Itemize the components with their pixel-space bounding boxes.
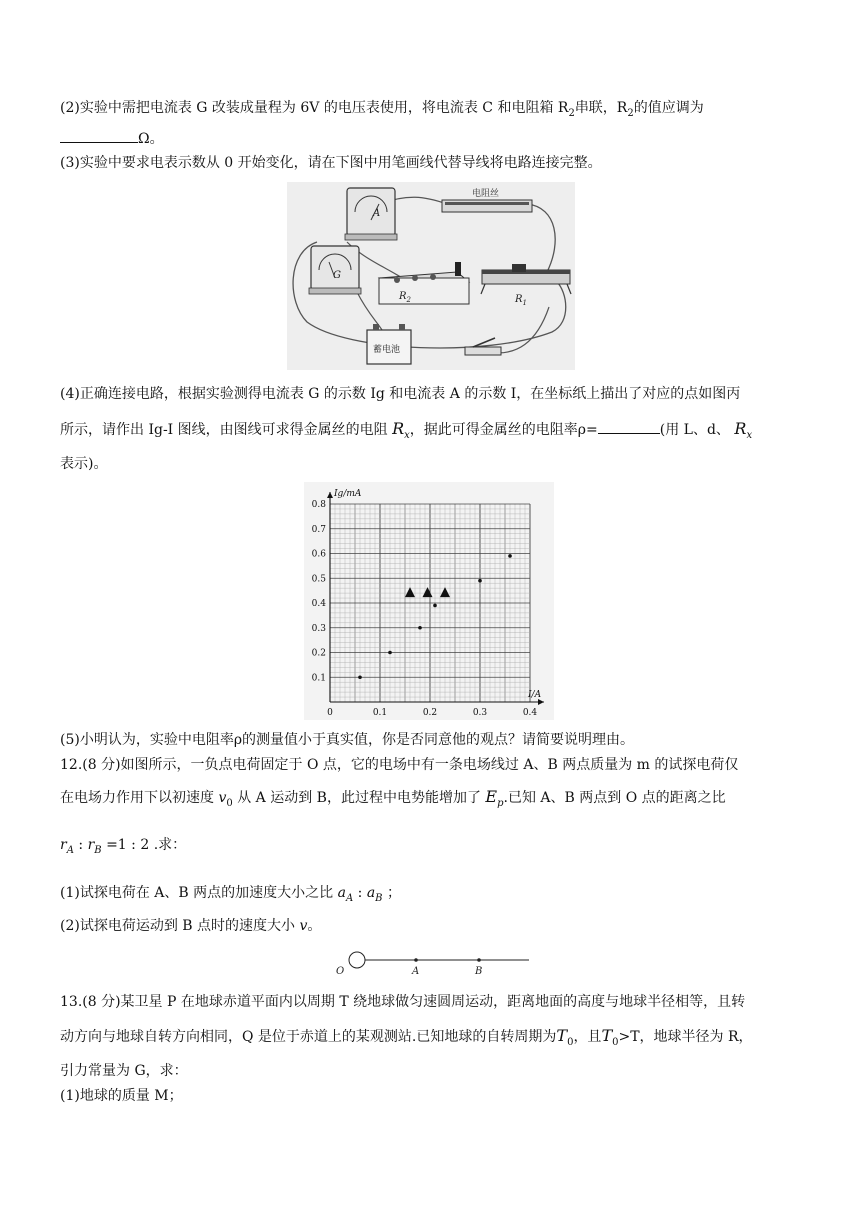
text: (2)实验中需把电流表 G 改装成量程为 6V 的电压表使用，将电流表 C 和电阻箱 R (60, 100, 569, 116)
data-point (508, 554, 512, 558)
symbol: r (60, 837, 67, 853)
y-tick-label: 0.3 (311, 623, 326, 634)
text: 12.(8 分)如图所示，一负点电荷固定于 O 点，它的电场中有一条电场线过 A、B 两点质量为 m 的试探电荷仅 (60, 757, 739, 773)
q13-line3 (60, 1062, 805, 1080)
q13-line1 (60, 993, 805, 1011)
circuit-svg (287, 182, 575, 370)
symbol: E (485, 788, 498, 806)
label-b: B (475, 966, 483, 977)
y-tick-label: 0.5 (311, 574, 326, 585)
symbol: R (392, 419, 405, 438)
text: 引力常量为 G，求： (60, 1063, 188, 1079)
label-a: A (412, 966, 420, 977)
triangle-marker (440, 587, 450, 597)
x-tick-label: 0.4 (522, 708, 538, 718)
text: .已知 A、B 两点到 O 点的距离之比 (503, 790, 726, 806)
text: 动方向与地球自转方向相同，Q 是位于赤道上的某观测站.已知地球的自转周期为 (60, 1029, 557, 1045)
x-axis-label: I/A (528, 690, 542, 700)
sub: A (345, 892, 354, 904)
symbol: r (87, 837, 95, 853)
x-tick-label: 0 (327, 708, 333, 718)
q11-part2-line1 (60, 99, 805, 123)
label-r2: $R_2$ (399, 291, 411, 304)
symbol: T (601, 1027, 613, 1045)
symbol: a (366, 885, 376, 901)
text: ； (386, 885, 401, 901)
text: : (73, 837, 88, 853)
q11-part4-line2 (60, 419, 805, 445)
data-point (418, 626, 422, 630)
label-r1: $R_1$ (515, 294, 527, 307)
charge-circle (349, 952, 365, 968)
sub: B (375, 892, 383, 904)
symbol: R (734, 419, 747, 438)
q12-sub2 (60, 917, 805, 935)
sub: x (404, 429, 410, 441)
ig-i-chart (304, 482, 554, 720)
text: .求： (153, 837, 187, 853)
label-ammeter: A (373, 208, 381, 219)
q11-part2-line2 (60, 128, 805, 148)
text: 表示)。 (60, 456, 108, 472)
field-line-figure (333, 950, 533, 978)
text: 。 (307, 918, 322, 934)
sub: B (94, 844, 102, 856)
text: 13.(8 分)某卫星 P 在地球赤道平面内以周期 T 绕地球做匀速圆周运动，距离地面的高度与地球半径相等，且转 (60, 994, 746, 1010)
q12-line1 (60, 756, 805, 774)
triangle-marker (405, 587, 415, 597)
answer-blank[interactable] (598, 419, 660, 434)
text: (2)试探电荷运动到 B 点时的速度大小 (60, 918, 296, 934)
y-tick-label: 0.8 (311, 500, 326, 510)
symbol: T (556, 1027, 568, 1045)
text: =1 : 2 (101, 837, 154, 853)
point-a-dot (414, 958, 418, 962)
text: ，且 (573, 1029, 602, 1045)
text: 所示，请作出 Ig-I 图线，由图线可求得金属丝的电阻 (60, 422, 388, 438)
y-tick-label: 0.4 (311, 599, 326, 609)
text: (3)实验中要求电表示数从 0 开始变化，请在下图中用笔画线代替导线将电路连接完整。 (60, 155, 602, 171)
field-line-svg (333, 950, 533, 978)
label-galvanometer: G (333, 270, 341, 281)
text: (1)试探电荷在 A、B 两点的加速度大小之比 (60, 885, 334, 901)
q12-sub1 (60, 884, 805, 908)
data-point (478, 579, 482, 583)
text: (5)小明认为，实验中电阻率ρ的测量值小于真实值，你是否同意他的观点？请简要说明理由。 (60, 732, 635, 748)
x-tick-label: 0.1 (372, 708, 388, 718)
sub: 0 (226, 797, 233, 809)
text: (1)地球的质量 M； (60, 1088, 183, 1104)
y-tick-label: 0.2 (311, 648, 326, 659)
text: 从 A 运动到 B，此过程中电势能增加了 (237, 790, 481, 806)
data-point (388, 651, 392, 655)
q13-line4 (60, 1087, 805, 1105)
q13-line2 (60, 1027, 805, 1052)
point-b-dot (477, 958, 481, 962)
text: (用 L、d、 (659, 422, 730, 438)
sub: p (497, 797, 504, 809)
sub: 2 (568, 107, 575, 119)
data-point (358, 675, 362, 679)
sub: A (66, 844, 74, 856)
text: 串联，R (574, 100, 628, 116)
q11-part4-line3 (60, 455, 805, 473)
y-axis-label: Ig/mA (334, 489, 362, 499)
y-axis-arrow (327, 492, 333, 498)
text: >T，地球半径为 R， (618, 1029, 753, 1045)
y-tick-label: 0.6 (311, 549, 326, 560)
x-tick-label: 0.2 (422, 708, 438, 718)
chart-svg (304, 482, 554, 720)
sub: 2 (627, 107, 634, 119)
sub: x (746, 429, 753, 441)
label-o: O (336, 966, 345, 977)
symbol: v (218, 790, 227, 806)
text: 的值应调为 (633, 100, 704, 116)
text: (4)正确连接电路，根据实验测得电流表 G 的示数 Ig 和电流表 A 的示数 I，在坐标纸上描出了对应的点如图丙 (60, 386, 741, 402)
triangle-marker (423, 587, 433, 597)
sub: 0 (612, 1036, 619, 1048)
circuit-figure (287, 182, 575, 370)
label-resistance-wire: 电阻丝 (472, 189, 500, 199)
symbol: a (337, 885, 346, 901)
y-tick-label: 0.7 (311, 524, 326, 535)
sub: 0 (567, 1036, 574, 1048)
q11-part4-line1 (60, 385, 805, 403)
q11-part3 (60, 154, 805, 172)
text: 在电场力作用下以初速度 (60, 790, 214, 806)
q12-line2 (60, 788, 805, 813)
q11-part5 (60, 731, 805, 749)
unit: Ω。 (138, 131, 164, 147)
text: : (353, 885, 367, 901)
q12-line3 (60, 836, 805, 860)
label-battery: 蓄电池 (373, 345, 401, 355)
x-tick-label: 0.3 (472, 708, 488, 718)
y-tick-label: 0.1 (311, 673, 326, 684)
data-point (433, 604, 437, 608)
text: ，据此可得金属丝的电阻率ρ= (409, 422, 598, 438)
answer-blank[interactable] (60, 128, 138, 143)
symbol: v (299, 918, 308, 934)
